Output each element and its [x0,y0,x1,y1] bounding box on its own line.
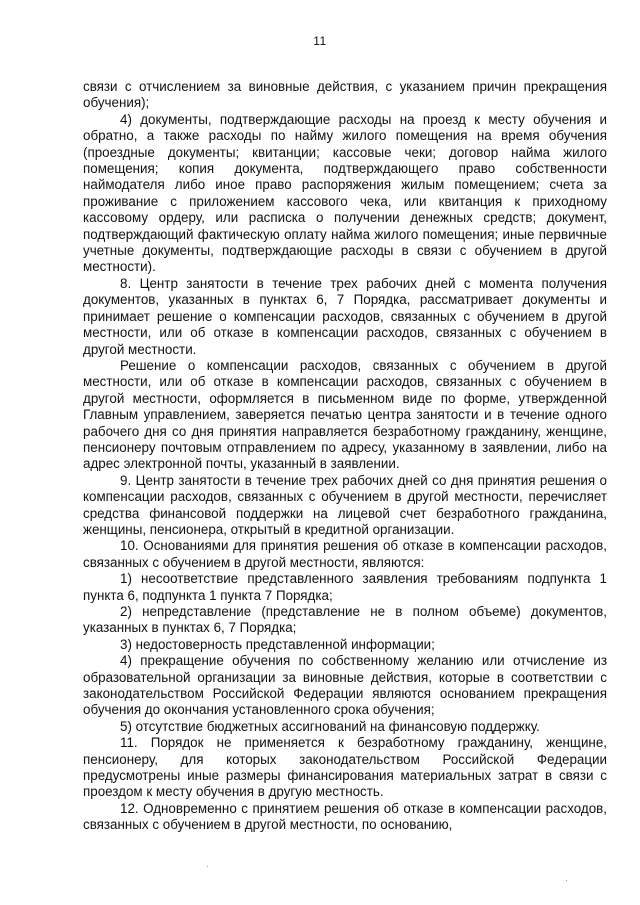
paragraph-item-8: 8. Центр занятости в течение трех рабочих дней с момента получения документов, указанных в пунктах 6, 7 Порядка, рассматривает документы и принимает решение о компенсации расходов, связанных с обучением в другой местности, или об отказе в компенсации расходов, связанных с обучением в другой местности. [83,275,607,357]
paragraph-subitem-3: 3) недостоверность представленной информации; [120,636,435,652]
scan-speck [566,880,567,881]
paragraph-subitem-2: 2) непредставление (представление не в полном объеме) документов, указанных в пунктах 6, 7 Порядка; [83,604,607,636]
scan-speck [207,866,208,867]
paragraph-item-10: 10. Основаниями для принятия решения об отказе в компенсации расходов, связанных с обучением в другой местности, являются: [83,538,607,570]
paragraph-subitem-5: 5) отсутствие бюджетных ассигнований на финансовую поддержку. [120,718,540,734]
paragraph-continuation: связи с отчислением за виновные действия, с указанием причин прекращения обучения); [83,79,607,111]
paragraph-subitem-1: 1) несоответствие представленного заявления требованиям подпункта 1 пункта 6, подпункта 1 пункта 7 Порядка; [83,571,607,603]
page-number: 11 [313,34,327,48]
paragraph-item-12: 12. Одновременно с принятием решения об отказе в компенсации расходов, связанных с обучением в другой местности, по основанию, [83,800,607,833]
paragraph-item-11: 11. Порядок не применяется к безработному гражданину, женщине, пенсионеру, для которых законодательством Российской Федерации предусмотрены иные размеры финансирования материальных затрат в связи с проездом к месту обучения в другую местность. [83,735,607,800]
document-body [83,79,607,834]
paragraph-decision: Решение о компенсации расходов, связанных с обучением в другой местности, или об отказе в компенсации расходов, связанных с обучением в другой местности, оформляется в письменном виде по форме, утвержденной Главным управлением, заверяется печатью центра занятости и в течение одного рабочего дня со дня принятия направляется безработному гражданину, женщине, пенсионеру почтовым отправлением по адресу, указанному в заявлении, либо на адрес электронной почты, указанный в заявлении. [83,357,607,472]
paragraph-item-9: 9. Центр занятости в течение трех рабочих дней со дня принятия решения о компенсации расходов, связанных с обучением в другой местности, перечисляет средства финансовой поддержки на лицевой счет безработного гражданина, женщины, пенсионера, открытый в кредитной организации. [83,472,607,537]
paragraph-documents-list: 4) документы, подтверждающие расходы на проезд к месту обучения и обратно, а также расходы по найму жилого помещения на время обучения (проездные документы; квитанции; кассовые чеки; договор найма жилого помещения; копия документа, подтверждающего право собственности наймодателя либо иное право распоряжения жилым помещением; счета за проживание с приложением кассового чека, или квитанция к приходному кассовому ордеру, или расписка о получении денежных средств; документ, подтверждающий фактическую оплату найма жилого помещения; иные первичные учетные документы, подтверждающие расходы в связи с обучением в другой местности). [83,111,607,275]
paragraph-subitem-4: 4) прекращение обучения по собственному желанию или отчисление из образовательной организации за виновные действия, которые в соответствии с законодательством Российской Федерации являются основанием прекращения обучения до окончания установленного срока обучения; [83,653,607,718]
